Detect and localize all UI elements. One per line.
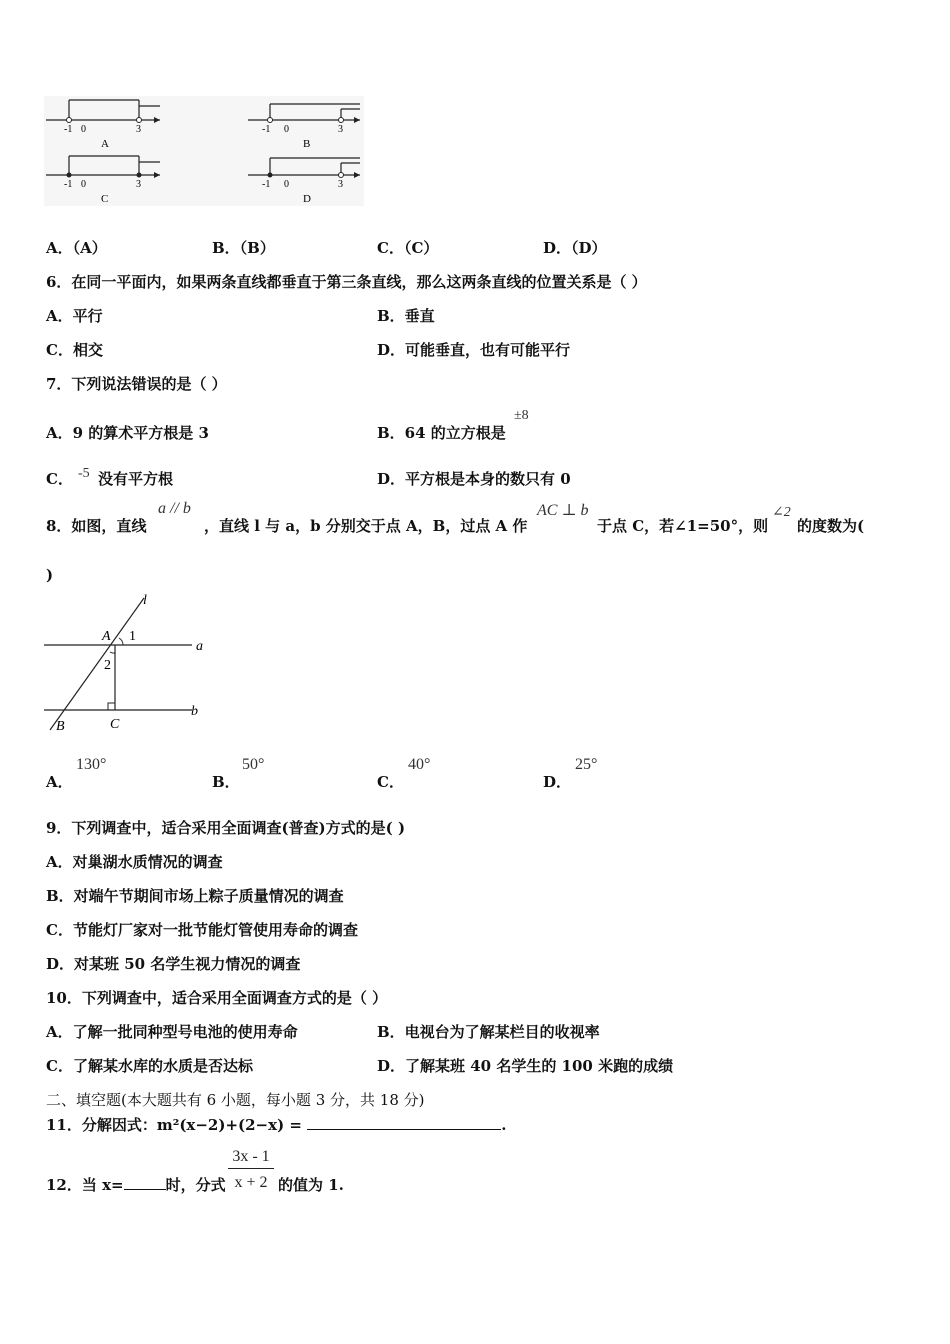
- panel-a-tick-3: 3: [136, 124, 141, 135]
- panel-a-tick-2: 0: [81, 124, 86, 135]
- q12-answer-blank[interactable]: [124, 1175, 166, 1190]
- q8-option-a-value: 130°: [76, 756, 107, 773]
- q11-prefix: 11．分解因式：: [46, 1116, 157, 1134]
- q5-option-a: A．（A）: [46, 239, 107, 257]
- q5-option-d: D．（D）: [543, 239, 607, 257]
- panel-c-tick-1: -1: [64, 179, 73, 190]
- q7-option-c-prefix: C．: [46, 470, 73, 488]
- q7-option-c-math: -5: [78, 466, 90, 481]
- q9-option-d: D．对某班 50 名学生视力情况的调查: [46, 955, 301, 973]
- q8-math-angle: ∠2: [772, 505, 791, 520]
- q8-math-perp: AC ⊥ b: [537, 502, 589, 519]
- q8-stem-mid2: 于点 C，若∠1=50°，则: [597, 517, 769, 535]
- panel-d-tick-3: 3: [338, 179, 343, 190]
- angle-2-arc: [110, 652, 115, 653]
- panel-a-label: A: [101, 138, 109, 150]
- q9-stem: 9．下列调查中，适合采用全面调查(普查)方式的是( ): [46, 819, 406, 837]
- fig-label-b: b: [191, 704, 198, 719]
- q10-option-b: B．电视台为了解某栏目的收视率: [377, 1023, 600, 1041]
- q11-end: .: [501, 1116, 507, 1134]
- q6-stem: 6．在同一平面内，如果两条直线都垂直于第三条直线，那么这两条直线的位置关系是（ ）: [46, 273, 647, 291]
- q10-option-c: C．了解某水库的水质是否达标: [46, 1057, 253, 1075]
- q12-fraction-numerator: 3x - 1: [228, 1148, 274, 1169]
- panel-c-tick-3: 3: [136, 179, 141, 190]
- right-angle-mark: [108, 703, 115, 710]
- q8-option-d-letter: D．: [543, 773, 572, 791]
- q8-stem-close: ): [46, 566, 54, 584]
- q7-stem: 7．下列说法错误的是（ ）: [46, 375, 227, 393]
- q12-suffix: 的值为 1.: [278, 1176, 344, 1194]
- q10-option-a: A．了解一批同种型号电池的使用寿命: [46, 1023, 298, 1041]
- q9-option-a: A．对巢湖水质情况的调查: [46, 853, 223, 871]
- panel-d-tick-2: 0: [284, 179, 289, 190]
- q11-line: [46, 1114, 506, 1135]
- q8-geometry-figure: [40, 590, 220, 736]
- numberline-figure: [44, 96, 364, 206]
- panel-b-tick-1: -1: [262, 124, 271, 135]
- q7-option-c: [46, 468, 73, 489]
- panel-c-label: C: [101, 193, 109, 205]
- q8-option-b-letter: B．: [212, 773, 240, 791]
- q6-option-b: B．垂直: [377, 307, 435, 325]
- q7-option-b-text: B．64 的立方根是: [377, 424, 506, 442]
- q9-option-b: B．对端午节期间市场上粽子质量情况的调查: [46, 887, 344, 905]
- q7-option-b-math: ±8: [514, 408, 529, 423]
- q6-option-a: A．平行: [46, 307, 103, 325]
- fig-label-l: l: [143, 593, 147, 608]
- fig-label-C: C: [110, 717, 120, 732]
- q8-stem-mid: ，直线 l 与 a，b 分别交于点 A，B，过点 A 作: [204, 517, 528, 535]
- panel-c-tick-2: 0: [81, 179, 86, 190]
- q8-option-a-letter: A．: [46, 773, 73, 791]
- q12-prefix: 12．当 x=: [46, 1176, 124, 1194]
- q9-option-c: C．节能灯厂家对一批节能灯管使用寿命的调查: [46, 921, 358, 939]
- q8-stem-end: 的度数为(: [797, 517, 865, 535]
- q12-line: [46, 1174, 226, 1195]
- q6-option-d: D．可能垂直，也有可能平行: [377, 341, 571, 359]
- angle-1-arc: [119, 638, 123, 645]
- fig-label-a: a: [196, 639, 203, 654]
- q10-option-d: D．了解某班 40 名学生的 100 米跑的成绩: [377, 1057, 674, 1075]
- panel-a-tick-1: -1: [64, 124, 73, 135]
- q8-math-parallel: a // b: [158, 500, 191, 517]
- panel-d-tick-1: -1: [262, 179, 271, 190]
- panel-b-tick-2: 0: [284, 124, 289, 135]
- q8-option-b-value: 50°: [242, 756, 265, 773]
- q10-stem: 10．下列调查中，适合采用全面调查方式的是（ ）: [46, 989, 388, 1007]
- q11-expression: m²(x−2)+(2−x) =: [156, 1116, 308, 1134]
- q7-option-b: [377, 422, 506, 443]
- panel-b-label: B: [303, 138, 311, 150]
- q11-answer-blank[interactable]: [307, 1115, 501, 1130]
- q5-option-b: B．（B）: [212, 239, 275, 257]
- q12-mid: 时，分式: [165, 1176, 226, 1194]
- q8-option-c-value: 40°: [408, 756, 431, 773]
- q6-option-c: C．相交: [46, 341, 103, 359]
- q5-option-c: C．（C）: [377, 239, 439, 257]
- q7-option-d: D．平方根是本身的数只有 0: [377, 470, 571, 488]
- q8-option-c-letter: C．: [377, 773, 404, 791]
- fig-label-2: 2: [104, 658, 111, 673]
- q8-option-d-value: 25°: [575, 756, 598, 773]
- fig-label-B: B: [56, 719, 65, 734]
- panel-d-label: D: [303, 193, 311, 205]
- fig-label-A: A: [102, 629, 111, 644]
- q12-fraction-denominator: x + 2: [234, 1174, 268, 1191]
- q7-option-a: A．9 的算术平方根是 3: [46, 424, 209, 442]
- panel-b-tick-3: 3: [338, 124, 343, 135]
- q8-stem-prefix: 8．如图，直线: [46, 517, 147, 535]
- fig-label-1: 1: [129, 629, 136, 644]
- section-2-heading: 二、填空题(本大题共有 6 小题，每小题 3 分，共 18 分): [46, 1091, 425, 1109]
- q7-option-c-text: 没有平方根: [98, 470, 174, 488]
